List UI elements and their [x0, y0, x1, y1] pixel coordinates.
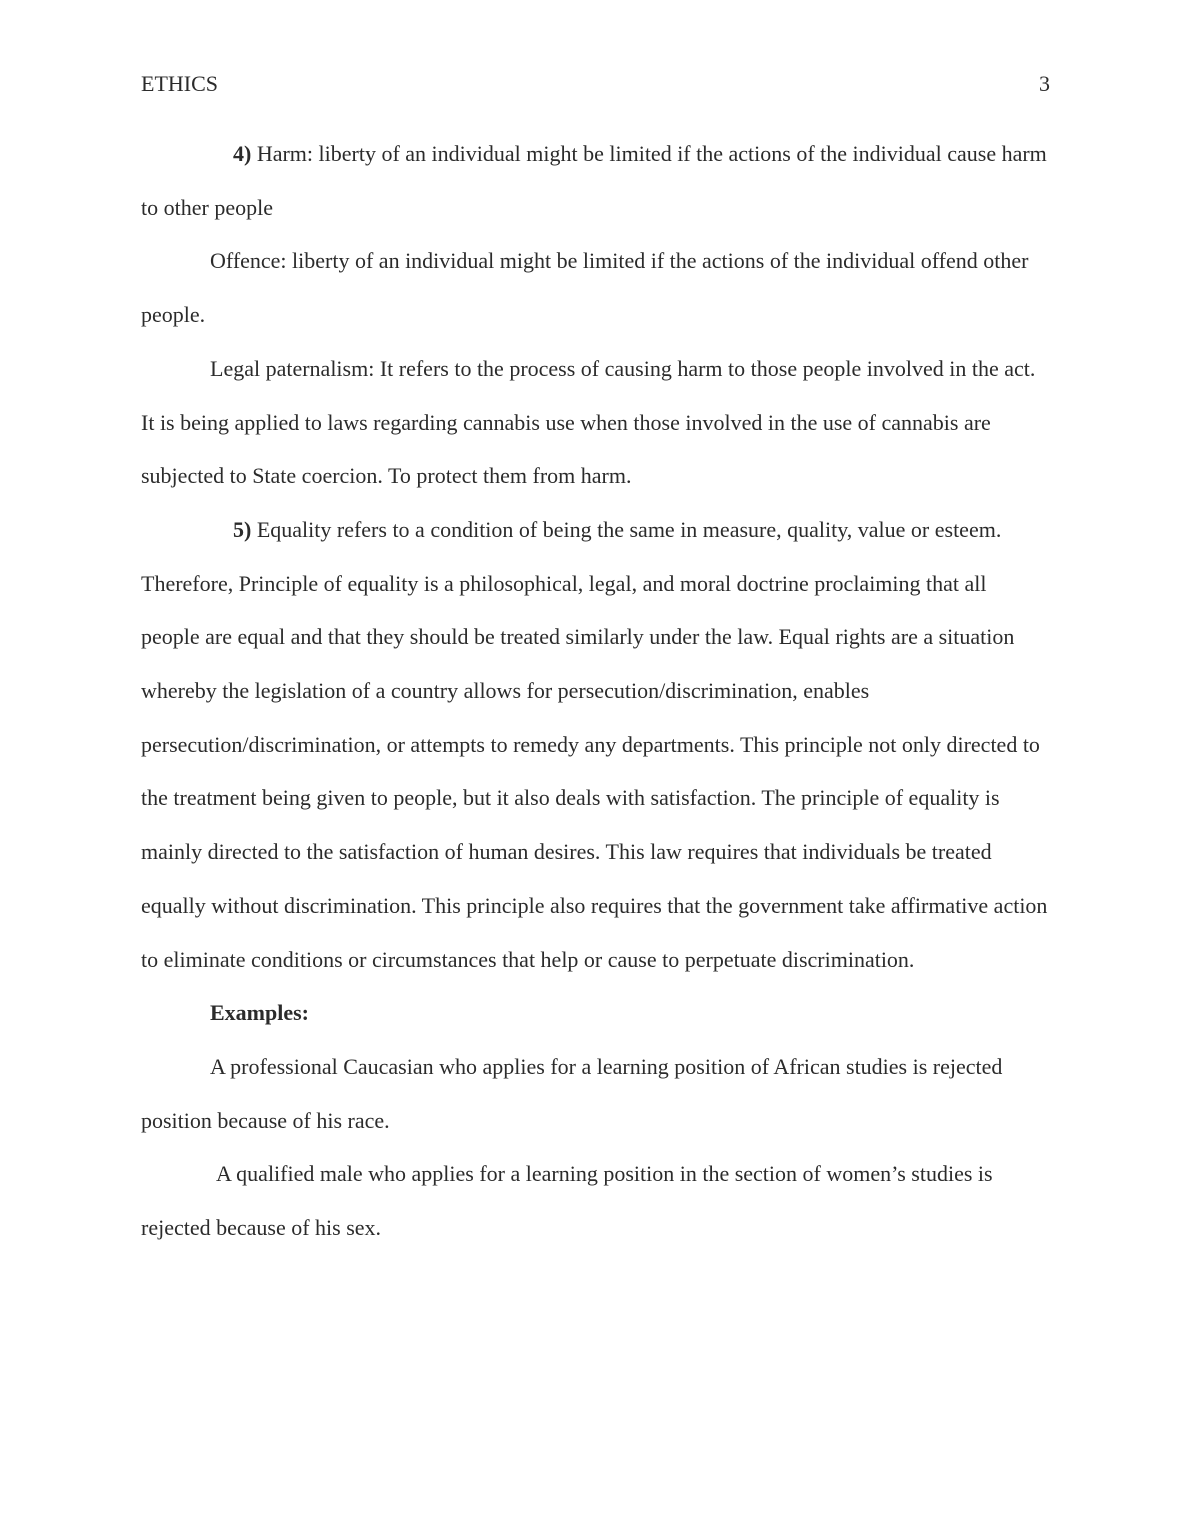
item-number-5: 5): [233, 516, 252, 542]
running-head-title: ETHICS: [141, 71, 218, 96]
paragraph-equality: [141, 503, 1050, 986]
paragraph-example-2: A qualified male who applies for a learning position in the section of women’s studies is rejected because of his sex.: [141, 1161, 993, 1241]
document-body: [141, 127, 1050, 1255]
paragraph-offence: Offence: liberty of an individual might be limited if the actions of the individual offend other people.: [141, 248, 1029, 328]
paragraph-harm: [141, 127, 1050, 234]
equality-text: Equality refers to a condition of being the same in measure, quality, value or esteem. Therefore, Principle of equality is a philosophical, legal, and moral doctrine proclaiming that all people are equal and that they should be treated similarly under the law. Equal rights are a situation whereby the legislation of a country allows for persecution/discrimination, enables persecution/discrimination, or attempts to remedy any departments. This principle not only directed to the treatment being given to people, but it also deals with satisfaction. The principle of equality is mainly directed to the satisfaction of human desires. This law requires that individuals be treated equally without discrimination. This principle also requires that the government take affirmative action to eliminate conditions or circumstances that help or cause to perpetuate discrimination.: [141, 516, 1048, 972]
examples-heading: Examples:: [210, 1000, 309, 1026]
paragraph-example-1: A professional Caucasian who applies for a learning position of African studies is rejected position because of his race.: [141, 1053, 1003, 1133]
page-number: 3: [1039, 71, 1050, 96]
paragraph-legal-paternalism: Legal paternalism: It refers to the process of causing harm to those people involved in the act. It is being applied to laws regarding cannabis use when those involved in the use of cannabis are subjected to State coercion. To protect them from harm.: [141, 355, 1036, 489]
running-header: [141, 70, 1050, 98]
item-number-4: 4): [233, 141, 252, 166]
harm-text: Harm: liberty of an individual might be limited if the actions of the individual cause harm to other people: [141, 141, 1047, 220]
